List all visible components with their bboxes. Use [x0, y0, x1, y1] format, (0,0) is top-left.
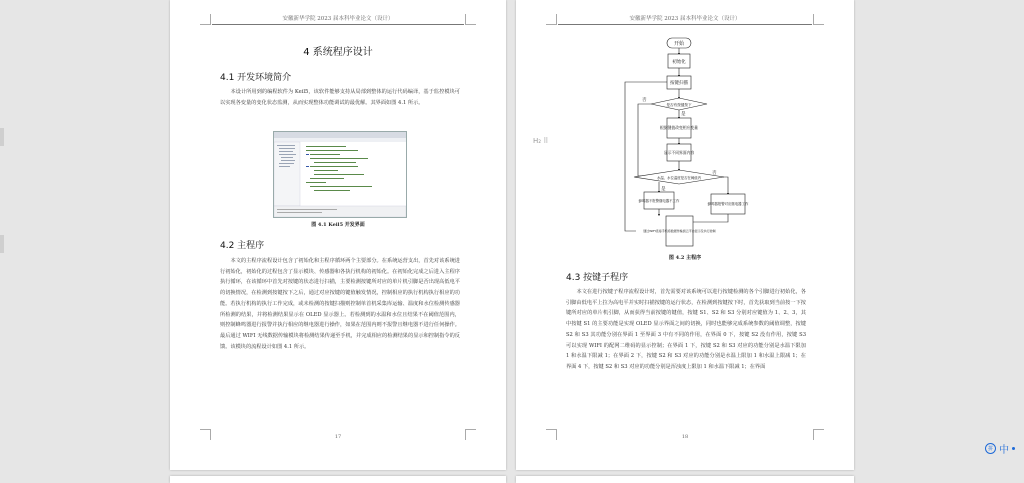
- body-paragraph: 本文的主程序流程设计包含了初始化和主程序循环两个主要部分。在系统运营支出，首先对该系统进行初始化，初始化的过程包含了显示模块、传感器和各执行机构的初始化。在初始化完成之后进入主程序执行循环，在该循环中首先对按键的状态进行扫描，主要检测按键所对应的单片机引脚是否出现高低电平的切换情况，在检测到按键按下之后，通过对应按键的键值触发情况，控制相应的执行机构执行相应的功能。若执行机构的执行工作完成，或未检测的按键扫描则控制单首机采集库运输、温度和水位检测传感器所检测的结果，并将检测结果显示在 OLED 显示器上。若检测到的水温和水位且结果不在阈值范围内，则控制蜂鸣器进行报警并执行相应的继电器进行操作，如果在范围内则不报警且继电器不进行任何操作。最后通过 WIFI 无线数据传输模块将检测结果传递至手机，并完成相应的检测结果的显示和控制指令的反馈。该模块的流程设计如图 4.1 所示。: [220, 258, 460, 350]
- heading-drag-handle-icon[interactable]: H₂ ⠿: [533, 137, 549, 145]
- input-method-icon: 拼: [985, 443, 996, 454]
- chapter-title: 4 系统程序设计: [303, 47, 373, 58]
- body-paragraph: 本设计所用到的编程软件为 Keil5，该软件能够支持从局部到整体的运行代码编译，基于监控模块可以实现各变量的变化状态监测，从而实现整体功能调试的最优解。其界面如图 4.1 所示。: [220, 89, 460, 106]
- flow-yes-label: 是: [681, 112, 686, 117]
- flow-set-variable-label: 根据键值改变相应变量: [660, 125, 698, 130]
- crop-mark: [546, 14, 557, 25]
- document-page-17: [170, 0, 506, 470]
- flow-decision-threshold-label: 水温、水位温度是否在阈值内: [656, 176, 702, 180]
- flow-no-label: 否: [642, 98, 647, 103]
- crop-mark: [813, 14, 824, 25]
- next-page-edge: [170, 476, 506, 483]
- flow-wifi-upload-label: 通过WIFI连接手机将数据传输到云平台显示及执行控制: [643, 229, 716, 233]
- input-method-indicator[interactable]: [985, 441, 1015, 456]
- side-tab: [0, 128, 4, 146]
- flow-start-label: 开始: [673, 41, 685, 47]
- flow-scan-label: 按键扫描: [670, 81, 688, 86]
- main-program-flowchart: [516, 34, 854, 249]
- flow-yes-label: 是: [661, 187, 666, 192]
- figure-caption: 图 4.1 Keil5 开发界面: [311, 222, 365, 228]
- section-title: 4.3 按键子程序: [566, 273, 629, 283]
- page-number: 18: [681, 434, 689, 440]
- flow-no-label: 否: [712, 171, 717, 176]
- next-page-edge: [516, 476, 854, 483]
- crop-mark: [465, 14, 476, 25]
- flow-init-label: 初始化: [672, 60, 686, 65]
- body-paragraph: 本文在进行按键子程序流程设计时，首先需要对该系统可以进行按键检测的各个引脚进行初始化，各引脚由低电平上拉为高电平并实时扫描按键的运行状态，在检测到按键按下时，首先获取到当前按一下按键所对应的单片机引脚，从而获得当前按键的键值，按键 S1、S2 和 S3 分别对应键值为 1、2、3，其中按键 S1 的主要功能是实现 OLED 显示界面之间的切换，同时也能够完成系统参数的阈值调整，按键 S2 和 S3 其功能分别在界面 1 至界面 3 中有不同的作用，在界面 0 下，按键 S2 没有作用，按键 S3 可以实现 WIFI 的配网二维码的显示控制；在界面 1 下，按键 S2 和 S3 对应的功能分别是水温下限加 1 和水温下限减 1；在界面 2 下，按键 S2 和 S3 对应的功能分别是水温上限加 1 和水温上限减 1；在界面 4 下，按键 S2 和 S3 对应的功能分别是浑浊度上限加 1 和水温下限减 1；在界面: [566, 289, 806, 370]
- flow-alarm-label: 蜂鸣器报警对应继电器工作: [707, 202, 749, 206]
- section-title: 4.1 开发环境简介: [220, 73, 292, 83]
- section-title: 4.2 主程序: [220, 241, 265, 251]
- page-header: 安徽新华学院 2023 届本科毕业论文（设计）: [558, 14, 812, 25]
- flow-decision-keypress-label: 是否有按键按下: [666, 103, 692, 107]
- status-dot-icon: [1012, 447, 1015, 450]
- input-method-label: 中: [999, 445, 1009, 456]
- flow-no-alarm-label: 蜂鸣器不报警继电器不工作: [638, 199, 680, 203]
- page-number: 17: [334, 434, 342, 440]
- crop-mark: [200, 14, 211, 25]
- page-header: 安徽新华学院 2023 届本科毕业论文（设计）: [212, 14, 464, 25]
- keil5-screenshot-image: [273, 131, 407, 218]
- side-tab: [0, 235, 4, 253]
- flow-show-screen-label: 显示不同界面内容: [663, 150, 695, 155]
- figure-caption: 图 4.2 主程序: [668, 255, 702, 261]
